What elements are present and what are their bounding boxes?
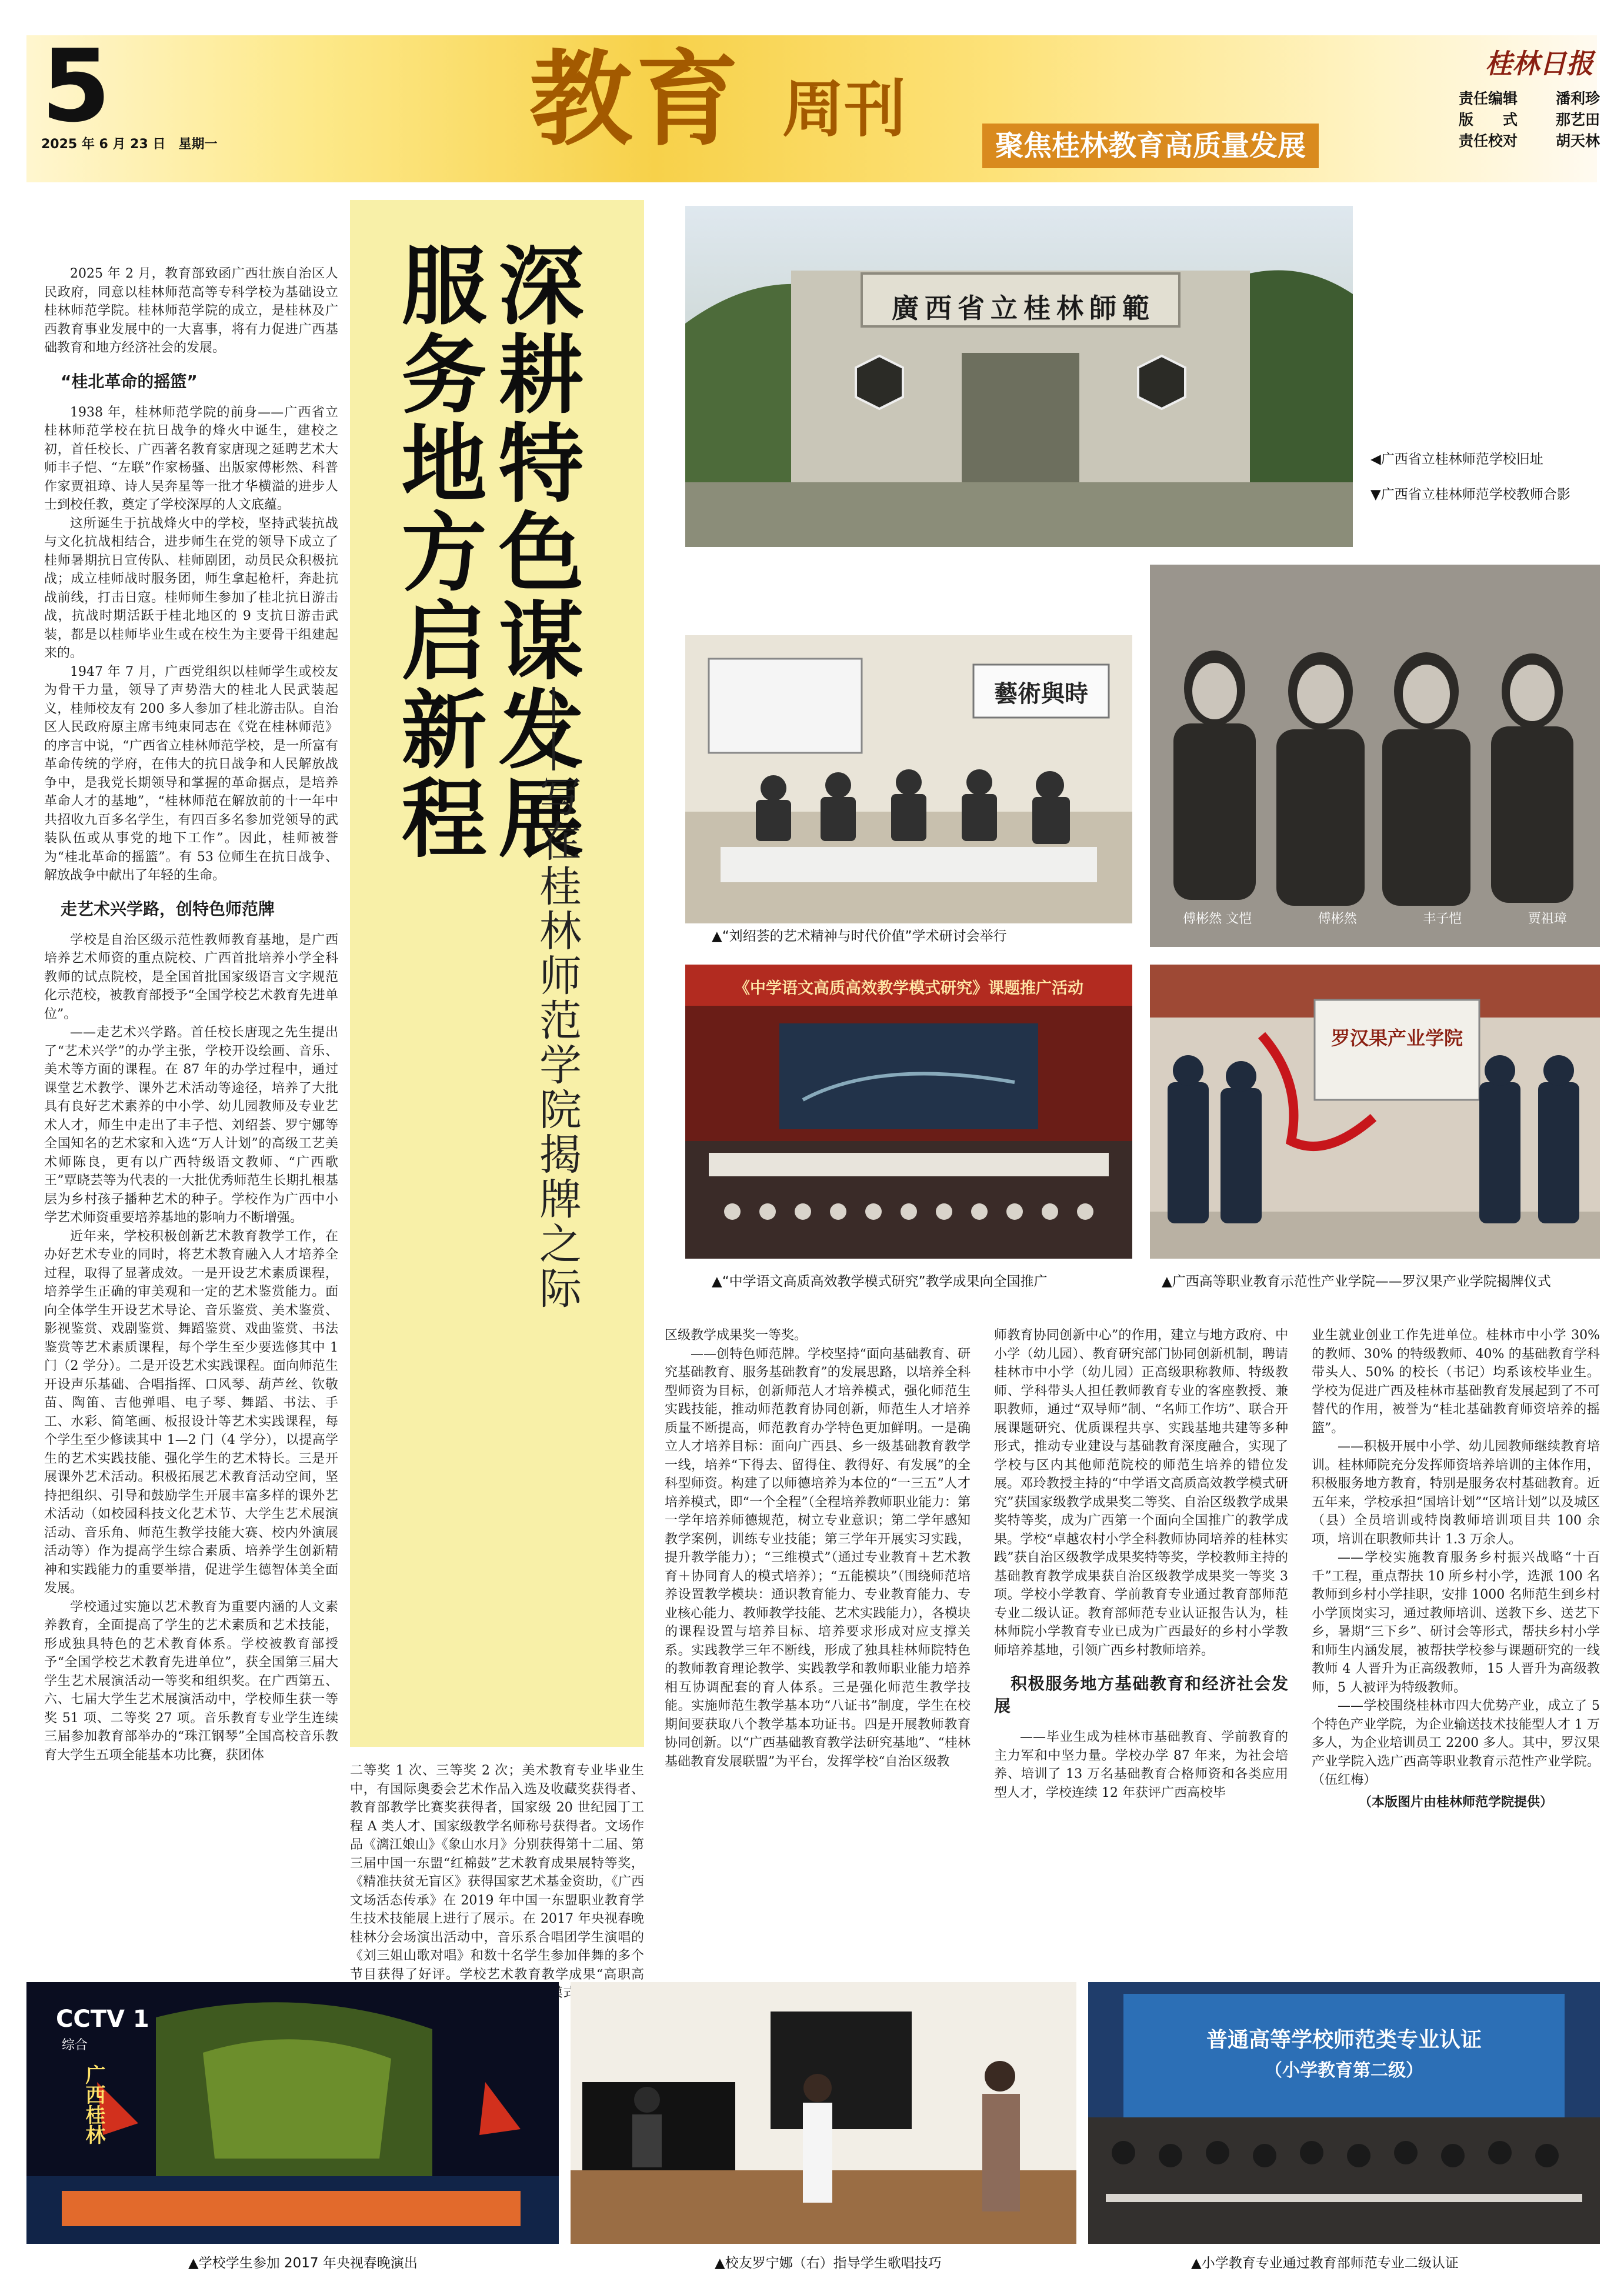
article-paragraph: 1947 年 7 月，广西党组织以桂师学生或校友为骨干力量，领导了声势浩大的桂北人民武装起义，桂师校友有 200 多人参加了桂北游击队。自治区人民政府原主席韦纯束同志在《党在桂林师范》的序言中说，“广西省立桂林师范学校，是一所富有革命传统的学府，在伟大的抗日战争和人民解放战争中，是我党长期领导和掌握的革命据点，是培养革命人才的基地”，“桂林师范在解放前的十一年中共招收九百多名学生，有四百多名参加党领导的武装队伍或从事党的地下工作”。因此，桂师被誉为“桂北革命的摇篮”。有 53 位师生在抗日战争、解放战争中献出了年轻的生命。 bbox=[44, 664, 338, 883]
article-paragraph: 业生就业创业工作先进单位。桂林市中小学 30% 的教师、30% 的特级教师、40% 的基础教育学科带头人、50% 的校长（书记）均系该校毕业生。学校为促进广西及桂林市基础教育发展起到了不可替代的作用，被誉为“桂北基础教育师资培养的摇篮”。 bbox=[1312, 1328, 1600, 1436]
article-paragraph: 二等奖 1 次、三等奖 2 次；美术教育专业毕业生中，有国际奥委会艺术作品入选及收藏奖获得者、教育部教学比赛奖获得者，国家级 20 世纪园丁工程 A 类人才、国家级教学名师称号获得者。文场作品《漓江娘山》《象山水月》分别获得第十二届、第三届中国一东盟“红棉鼓”艺术教育成果展特等奖，《精准扶贫无盲区》获得国家艺术基金资助，《广西文场活态传承》在 2019 年中国一东盟职业教育学生技术技能展上进行了展示。在 2017 年央视春晚桂林分会场演出活动中，音乐系合唱团学生演唱的《刘三姐山歌对唱》和数十名学生参加伴舞的多个节目获得了好评。学校艺术教育教学成果“高职高 模式 bbox=[350, 1763, 644, 2000]
staff-role: 责任编辑 bbox=[1459, 90, 1518, 107]
page-number: 5 bbox=[41, 28, 111, 145]
photo-old-gate bbox=[685, 206, 1353, 547]
staff-role: 版 式 bbox=[1459, 111, 1518, 128]
staff-name: 那艺田 bbox=[1555, 111, 1600, 128]
chinese-teaching-banner: 《中学语文高质高效教学模式研究》课题推广活动 bbox=[734, 979, 1083, 998]
section-heading: 积极服务地方基础教育和经济社会发展 bbox=[994, 1674, 1288, 1716]
article-column-5 bbox=[1312, 1326, 1600, 1812]
caption-luohan: ▲广西高等职业教育示范性产业学院——罗汉果产业学院揭牌仪式 bbox=[1162, 1274, 1551, 1289]
article-column-4 bbox=[994, 1326, 1288, 1802]
certification-screen-sub: （小学教育第二级） bbox=[1265, 2060, 1423, 2081]
section-heading: 走艺术兴学路，创特色师范牌 bbox=[61, 899, 275, 919]
article-paragraph: 2025 年 2 月，教育部致函广西壮族自治区人民政府，同意以桂林师范高等专科学校为基础设立桂林师范学院。桂林师范学院的成立，是桂林及广西教育事业发展中的一大喜事，将有力促进广西基础教育和地方经济社会的发展。 bbox=[44, 266, 338, 355]
teacher-name: 丰子恺 bbox=[1423, 912, 1462, 926]
staff-role: 责任校对 bbox=[1459, 132, 1518, 149]
article-paragraph: ——创特色师范牌。学校坚持“面向基础教育、研究基础教育、服务基础教育”的发展思路，以培养全科型师资为目标，创新师范人才培养模式，强化师范生实践技能，推动师范教育协同创新，师范生人才培养质量不断提高，师范教育办学特色更加鲜明。一是确立人才培养目标：面向广西县、乡一级基础教育教学一线，培养“下得去、留得住、教得好、有发展”的全科型师资。构建了以师德培养为本位的“一三五”人才培养模式，即“一个全程”（全程培养教师职业能力：第一学年培养师德规范，树立专业意识；第二学年感知教学案例，训练专业技能；第三学年开展实习实践，提升教学能力）；“三维模式”（通过专业教育＋艺术教育＋协同育人的模式培养）；“五能模块”（围绕师范培养设置教学模块：通识教育能力、专业教育能力、专业核心能力、教师教学技能、艺术实践能力），各模块的课程设置与培养目标、培养要求形成对应支撑关系。实践教学三年不断线，形成了独具桂林师院特色的教师教育理论教学、实践教学和教师职业能力培养相互协调配套的育人体系。三是强化师范生教学技能。实施师范生教学基本功“八证书”制度，学生在校期间要获取八个教学基本功证书。四是开展教师教育协同创新。以“广西基础教育教学法研究基地”、“桂林基础教育发展联盟”为平台，发挥学校“自治区级教 bbox=[665, 1346, 971, 1769]
teacher-name: 傅彬然 bbox=[1318, 912, 1357, 926]
section-heading: “桂北革命的摇篮” bbox=[61, 371, 198, 391]
staff-row-layout bbox=[1459, 109, 1600, 131]
caption-chinese-teaching: ▲“中学语文高质高效教学模式研究”教学成果向全国推广 bbox=[712, 1274, 1048, 1289]
caption-certification: ▲小学教育专业通过教育部师范专业二级认证 bbox=[1191, 2256, 1459, 2271]
article-column-3 bbox=[665, 1326, 971, 1771]
article-paragraph: 学校通过实施以艺术教育为重要内涵的人文素养教育，全面提高了学生的艺术素质和艺术技能，形成独具特色的艺术教育体系。学校被教育部授予“全国学校艺术教育先进单位”，获全国第三届大学生艺术展演活动一等奖和组织奖。在广西第五、六、七届大学生艺术展演活动中，学校师生获一等奖 51 项、二等奖 27 项。音乐教育专业学生连续三届参加教育部举办的“珠江钢琴”全国高校音乐教育大学生五项全能基本功比赛，获团体 bbox=[44, 1599, 338, 1763]
photo-cctv-gala bbox=[26, 1982, 559, 2244]
photo-teachers-group bbox=[1150, 565, 1600, 947]
photo-singing-lesson bbox=[571, 1982, 1076, 2244]
article-paragraph: 近年来，学校积极创新艺术教育教学工作，在办好艺术专业的同时，将艺术教育融入人才培养全过程，取得了显著成效。一是开设艺术素质课程，培养学生正确的审美观和一定的艺术鉴赏能力。面向全体学生开设艺术导论、音乐鉴赏、美术鉴赏、影视鉴赏、戏剧鉴赏、舞蹈鉴赏、戏曲鉴赏、书法鉴赏等艺术素质课程，每个学生至少要选修其中 1 门（2 学分）。二是开设艺术实践课程。面向师范生开设声乐基础、合唱指挥、口风琴、葫芦丝、钦敬苗、陶笛、吉他弹唱、电子琴、舞蹈、书法、手工、水彩、简笔画、板报设计等艺术实践课程，每个学生至少修读其中 1—2 门（4 学分），以提高学生的艺术实践技能、强化学生的艺术特长。三是开展课外艺术活动。积极拓展艺术教育活动空间，坚持把组织、引导和鼓励学生开展丰富多样的课外艺术活动（如校园科技文化艺术节、大学生艺术展演活动、音乐角、师范生教学技能大赛、校内外演展活动等）作为提高学生综合素质、培养学生创新精神和实践能力的重要举措，促进学生德智体美全面发展。 bbox=[44, 1229, 338, 1596]
staff-row-editor bbox=[1459, 88, 1600, 109]
teacher-name: 贾祖璋 bbox=[1528, 912, 1567, 926]
article-paragraph: ——学校实施教育服务乡村振兴战略“十百千”工程，重点帮扶 10 所乡村小学，选派 100 名教师到乡村小学挂职，安排 1000 名师范生到乡村小学顶岗实习，通过教师培训、送教下乡、送艺下乡，暑期“三下乡”、研讨会等形式，帮扶乡村小学和师生内涵发展，被帮扶学校参与课题研究的一线教师 4 人晋升为正高级教师，15 人晋升为高级教师，5 人被评为特级教师。 bbox=[1312, 1550, 1600, 1695]
article-paragraph: 1938 年，桂林师范学院的前身——广西省立桂林师范学校在抗日战争的烽火中诞生，建校之初，首任校长、广西著名教育家唐现之延聘艺术大师丰子恺、“左联”作家杨骚、出版家傅彬然、科普作家贾祖璋、诗人吴奔星等一批才华横溢的进步人士到校任教，奠定了学校深厚的人文底蕴。 bbox=[44, 405, 338, 512]
article-paragraph: ——毕业生成为桂林市基础教育、学前教育的主力军和中坚力量。学校办学 87 年来，为社会培养、培训了 13 万名基础教育合格师资和各类应用型人才，学校连续 12 年获评广西高校毕 bbox=[994, 1730, 1288, 1800]
old-gate-sign: 廣西省立桂林師範 bbox=[892, 292, 1155, 324]
article-paragraph: 学校是自治区级示范性教师教育基地，是广西培养艺术师资的重点院校、广西首批培养小学全科教师的试点院校，是全国首批国家级语言文字规范化示范校，被教育部授予“全国学校艺术教育先进单位”。 bbox=[44, 932, 338, 1022]
issue-date: 2025 年 6 月 23 日 星期一 bbox=[41, 137, 218, 152]
cctv-vertical-text: 广西桂林 bbox=[82, 2064, 105, 2144]
cctv-logo: CCTV 1 bbox=[56, 2006, 149, 2033]
luohan-plaque: 罗汉果产业学院 bbox=[1330, 1027, 1463, 1049]
certification-screen-title: 普通高等学校师范类专业认证 bbox=[1206, 2028, 1482, 2052]
article-paragraph: 师教育协同创新中心”的作用，建立与地方政府、中小学（幼儿园）、教育研究部门协同创新机制，聘请桂林市中小学（幼儿园）正高级职称教师、特级教师、学科带头人担任教师教育专业的客座教授、兼职教师，通过“双导师”制、“名师工作坊”、联合开展课题研究、优质课程共享、实践基地共建等多种形式，推动专业建设与基础教育深度融合，实现了学校与区内其他师范院校的师范生培养的错位发展。邓玲教授主持的“中学语文高质高效教学模式研究”获国家级教学成果奖二等奖、自治区级教学成果奖特等奖，成为广西第一个面向全国推广的教学成果。学校“卓越农村小学全科教师协同培养的桂林实践”获自治区级教学成果奖特等奖，学校教师主持的基础教育教学成果获自治区级教学成果奖一等奖 3 项。学校小学教育、学前教育专业通过教育部师范专业二级认证。教育部师范专业认证报告认为，桂林师院小学教育专业已成为广西最好的乡村小学教师培养基地，引领广西乡村教师培养。 bbox=[994, 1328, 1288, 1658]
staff-credits bbox=[1459, 88, 1600, 152]
caption-old-gate-text: ◀广西省立桂林师范学校旧址 bbox=[1370, 452, 1543, 467]
staff-name: 潘利珍 bbox=[1555, 90, 1600, 107]
teachers-names-row bbox=[1150, 909, 1600, 927]
headline-subtitle: ——写在桂林师范学院揭牌之际 bbox=[532, 685, 582, 1311]
article-paragraph: ——走艺术兴学路。首任校长唐现之先生提出了“艺术兴学”的办学主张，学校开设绘画、音乐、美术等方面的课程。在 87 年的办学过程中，通过课堂艺术教学、课外艺术活动等途径，培养了大批具有良好艺术素养的中小学、幼儿园教师及专业艺术人才，师生中走出了丰子恺、刘绍荟、罗宁娜等全国知名的艺术家和入选“万人计划”的高级工艺美术师陈良，更有以广西特级语文教师、“广西歌王”覃晓芸等为代表的一大批优秀师范生长期扎根基层为乡村孩子播种艺术的种子。学校作为广西中小学艺术师资重要培养基地的影响力不断增强。 bbox=[44, 1025, 338, 1225]
photo-chinese-teaching bbox=[685, 965, 1132, 1259]
article-paragraph: ——积极开展中小学、幼儿园教师继续教育培训。桂林师院充分发挥师资培养培训的主体作用，积极服务地方教育，特别是服务农村基础教育。近五年来，学校承担“国培计划”“区培计划”以及城区（县）全员培训或特岗教师培训项目共 100 余项，培训在职教师共计 1.3 万余人。 bbox=[1312, 1439, 1600, 1547]
staff-name: 胡天林 bbox=[1555, 132, 1600, 149]
newspaper-logo: 桂林日报 bbox=[1485, 48, 1593, 79]
section-tagline: 聚焦桂林教育高质量发展 bbox=[982, 124, 1319, 168]
photo-luohan-college bbox=[1150, 965, 1600, 1259]
photo-certification bbox=[1088, 1982, 1600, 2244]
staff-row-proofreader bbox=[1459, 131, 1600, 152]
masthead-subtitle: 周刊 bbox=[782, 72, 906, 145]
headline-title-line2: 服务地方启新程 bbox=[387, 241, 486, 863]
photo-seminar bbox=[685, 635, 1132, 923]
article-column-1 bbox=[44, 265, 338, 1764]
teacher-name: 傅彬然 文恺 bbox=[1183, 912, 1252, 926]
article-paragraph: 区级教学成果奖一等奖。 bbox=[665, 1328, 808, 1343]
caption-seminar: ▲“刘绍荟的艺术精神与时代价值”学术研讨会举行 bbox=[712, 929, 1007, 944]
masthead-title: 教育 bbox=[529, 39, 742, 160]
caption-cctv: ▲学校学生参加 2017 年央视春晚演出 bbox=[188, 2256, 418, 2271]
article-paragraph: 这所诞生于抗战烽火中的学校，坚持武装抗战与文化抗战相结合，进步师生在党的领导下成立了桂师暑期抗日宣传队、桂师剧团，动员民众积极抗战；成立桂师战时服务团，师生拿起枪杆，奔赴抗战前线，打击日寇。桂师师生参加了桂北抗日游击战，抗战时期活跃于桂北地区的 9 支抗日游击武装，都是以桂师毕业生或在校生为主要骨干组建起来的。 bbox=[44, 516, 338, 661]
caption-old-gate bbox=[1370, 450, 1606, 504]
seminar-banner: 藝術與時 bbox=[994, 680, 1088, 708]
article-paragraph: ——学校围绕桂林市四大优势产业，成立了 5 个特色产业学院，为企业输送技术技能型人才 1 万多人，为企业培训员工 2200 多人。其中，罗汉果产业学院入选广西高等职业教育示范性产业学院。（伍红梅） bbox=[1312, 1699, 1600, 1787]
photo-credit: （本版图片由桂林师范学院提供） bbox=[1358, 1794, 1553, 1810]
caption-singing: ▲校友罗宁娜（右）指导学生歌唱技巧 bbox=[715, 2256, 942, 2271]
headline-title-line1: 深耕特色谋发展 bbox=[484, 241, 583, 863]
cctv-logo-sub: 综合 bbox=[62, 2038, 88, 2053]
caption-teachers-photo: ▼广西省立桂林师范学校教师合影 bbox=[1370, 487, 1570, 502]
